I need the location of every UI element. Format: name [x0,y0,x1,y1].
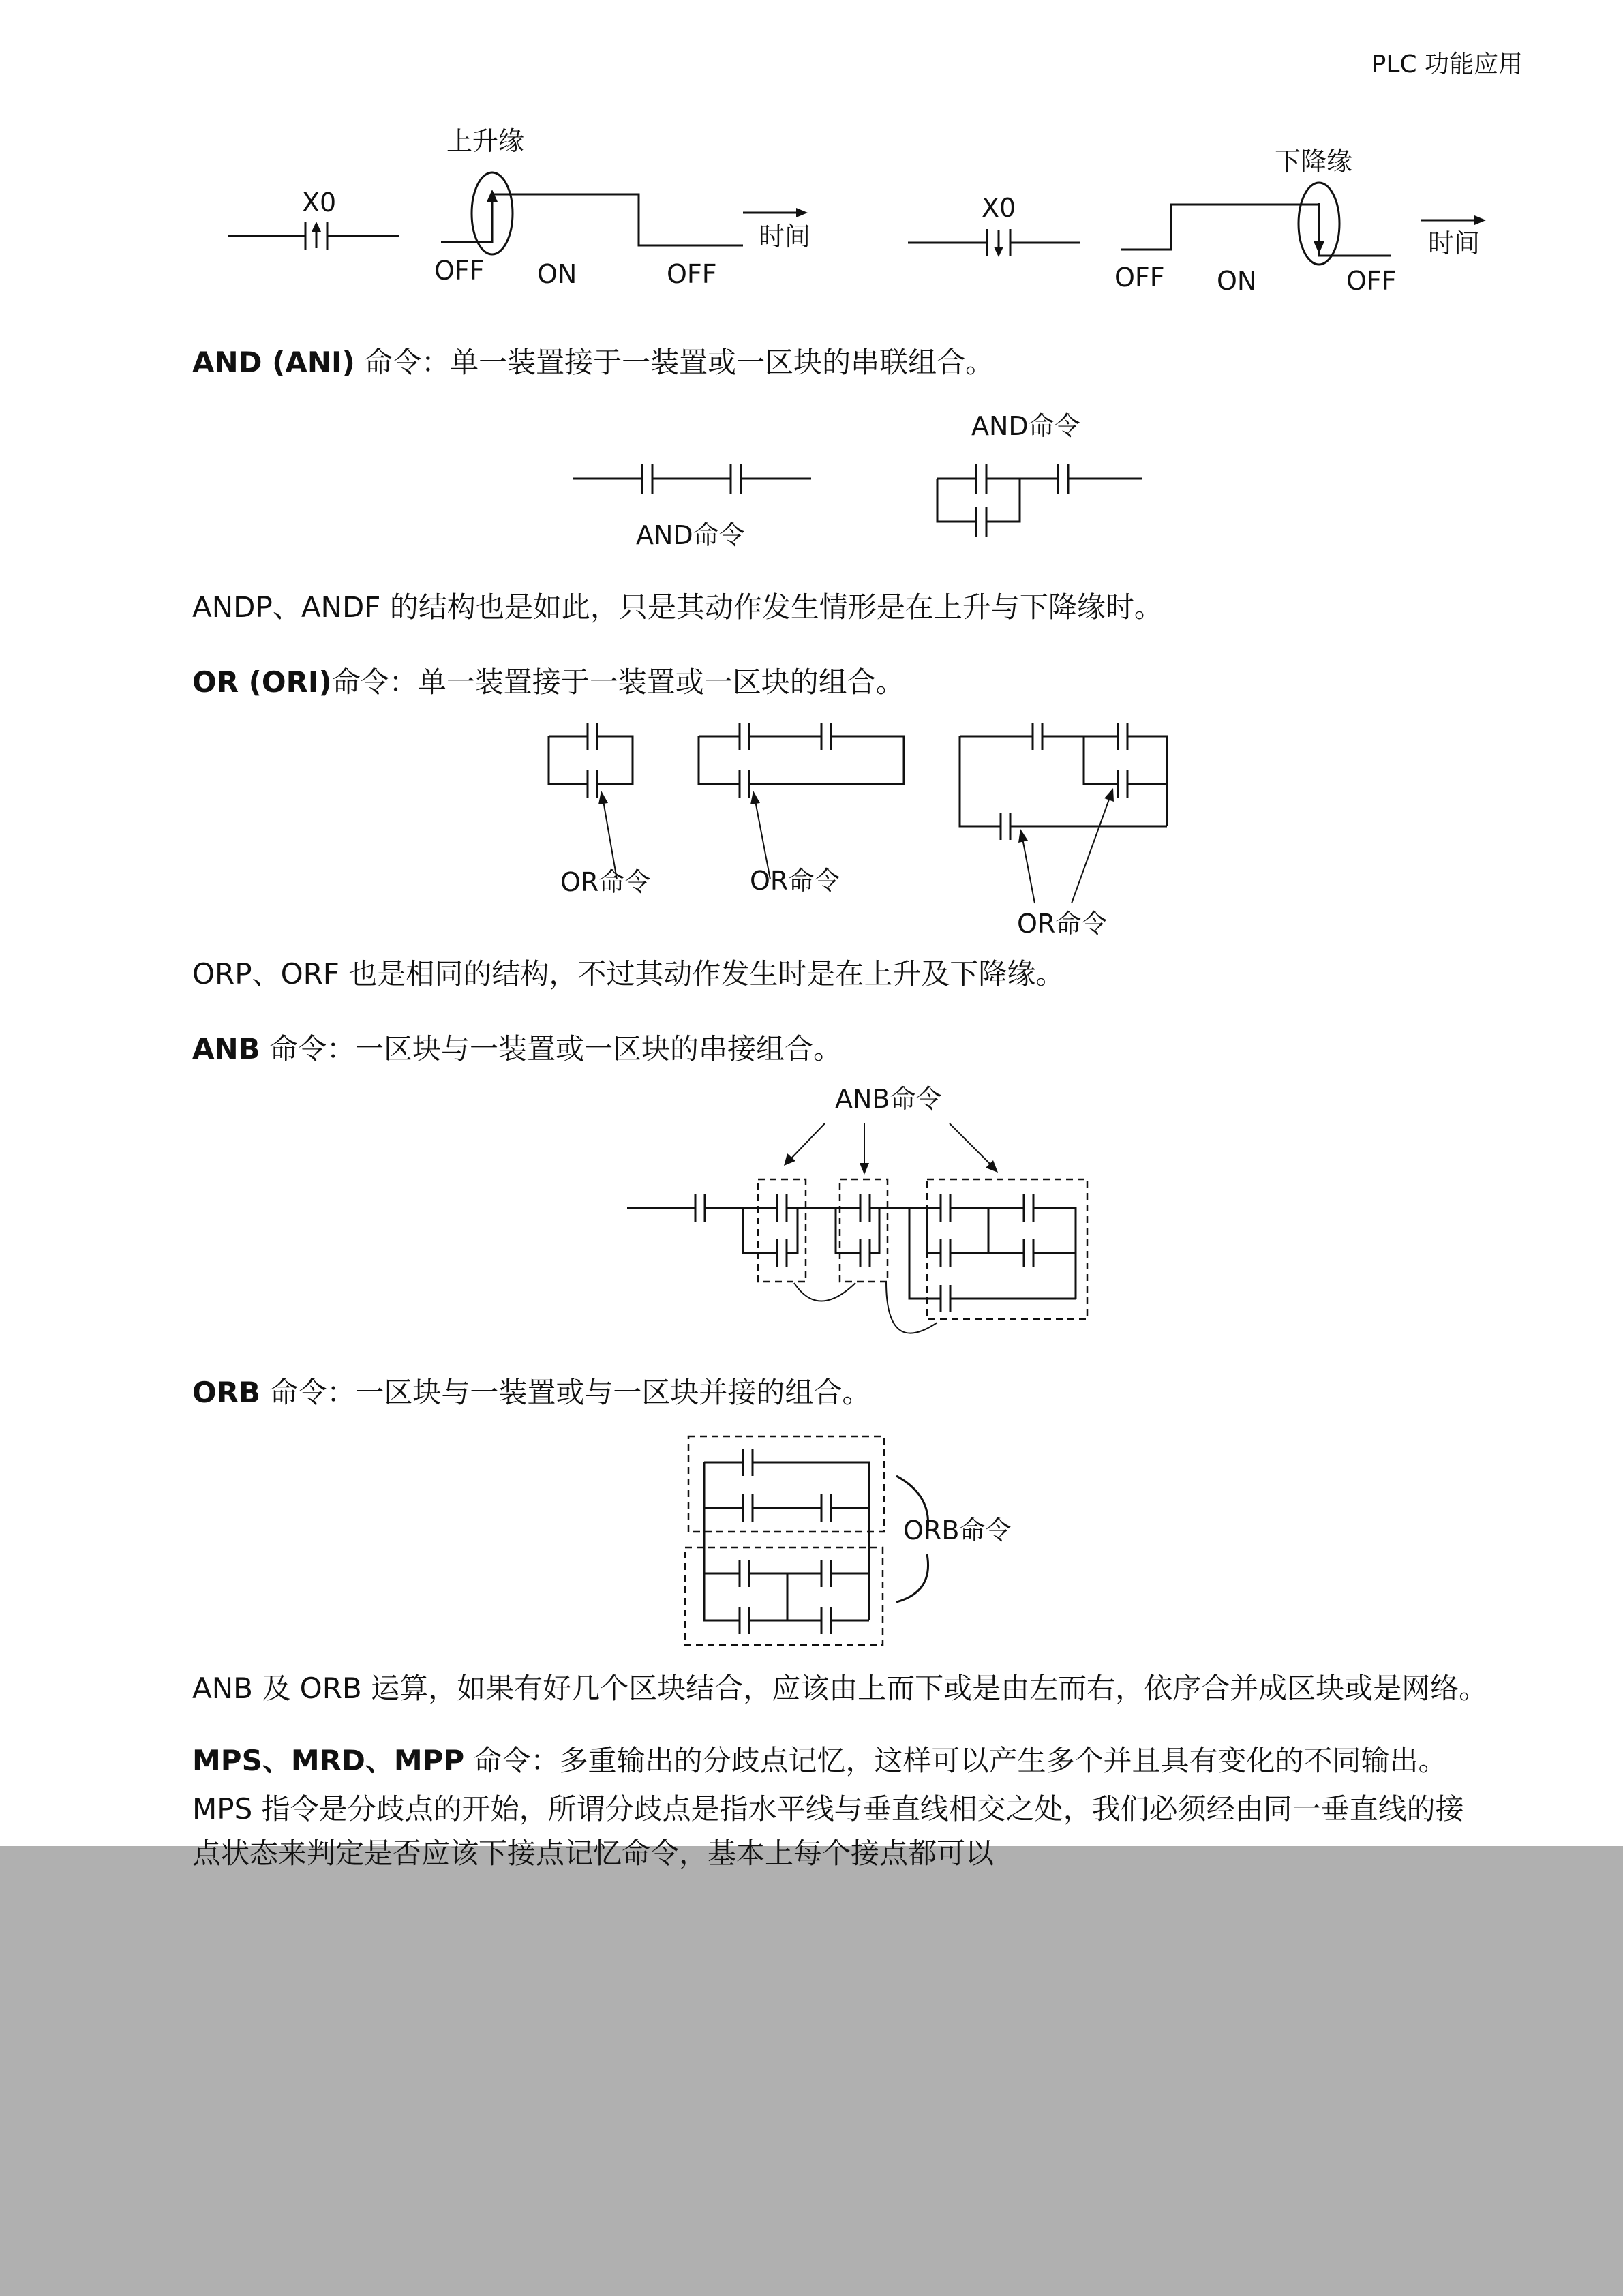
orp-paragraph: ORP、ORF 也是相同的结构，不过其动作发生时是在上升及下降缘。 [192,957,1065,991]
falling-contact-label: X0 [982,193,1016,223]
rising-on: ON [537,259,577,289]
orb-label: ORB命令 [903,1515,1012,1545]
and-keyword: AND (ANI) [192,346,355,379]
anb-keyword: ANB [192,1032,260,1066]
or-label-1: OR命令 [560,867,651,897]
orb-heading [192,1373,870,1413]
or-keyword: OR (ORI) [192,665,332,699]
anb-label: ANB命令 [835,1084,942,1114]
rising-edge-label: 上升缘 [446,126,525,156]
and-diagram [0,402,1623,552]
rising-contact-label: X0 [302,187,337,217]
anb-orb-paragraph: ANB 及 ORB 运算，如果有好几个区块结合，应该由上而下或是由左而右，依序合并成区块或是网络。 [192,1672,1488,1705]
falling-on: ON [1217,266,1257,296]
or-diagram [0,709,1623,941]
or-label-3: OR命令 [1017,909,1108,939]
mps-description: MPS 指令是分歧点的开始，所谓分歧点是指水平线与垂直线相交之处，我们必须经由同一垂直线的接 [192,1792,1464,1826]
edge-timing-diagram [0,116,1623,320]
orb-text: 命令：一区块与一装置或与一区块并接的组合。 [260,1376,871,1409]
falling-time-label: 时间 [1428,228,1481,258]
andp-paragraph: ANDP、ANDF 的结构也是如此，只是其动作发生情形是在上升与下降缘时。 [192,590,1163,624]
orb-keyword: ORB [192,1376,261,1409]
and-heading [192,343,994,382]
and-label-bottom: AND命令 [636,520,745,550]
rising-off-end: OFF [667,259,717,289]
mps-text: 命令：多重输出的分歧点记忆，这样可以产生多个并且具有变化的不同输出。 [464,1744,1447,1777]
page-header: PLC 功能应用 [1371,50,1523,78]
falling-off-end: OFF [1346,266,1397,296]
mps-keyword: MPS、MRD、MPP [192,1744,465,1777]
anb-heading [192,1029,842,1069]
or-text: 命令：单一装置接于一装置或一区块的组合。 [331,665,905,699]
falling-edge-label: 下降缘 [1275,147,1353,177]
rising-time-label: 时间 [759,222,811,252]
or-heading [192,663,905,702]
anb-diagram [0,1077,1623,1370]
rising-off-start: OFF [434,256,485,286]
orb-diagram [0,1425,1623,1657]
anb-text: 命令：一区块与一装置或一区块的串接组合。 [260,1032,843,1066]
falling-off-start: OFF [1114,262,1165,292]
or-label-2: OR命令 [750,866,840,896]
and-label-top: AND命令 [971,411,1080,441]
and-text: 命令：单一装置接于一装置或一区块的串联组合。 [354,346,995,379]
mps-heading [192,1741,1447,1781]
mps-description-cut: 点状态来判定是否应该下接点记忆命令，基本上每个接点都可以 [192,1837,995,1870]
